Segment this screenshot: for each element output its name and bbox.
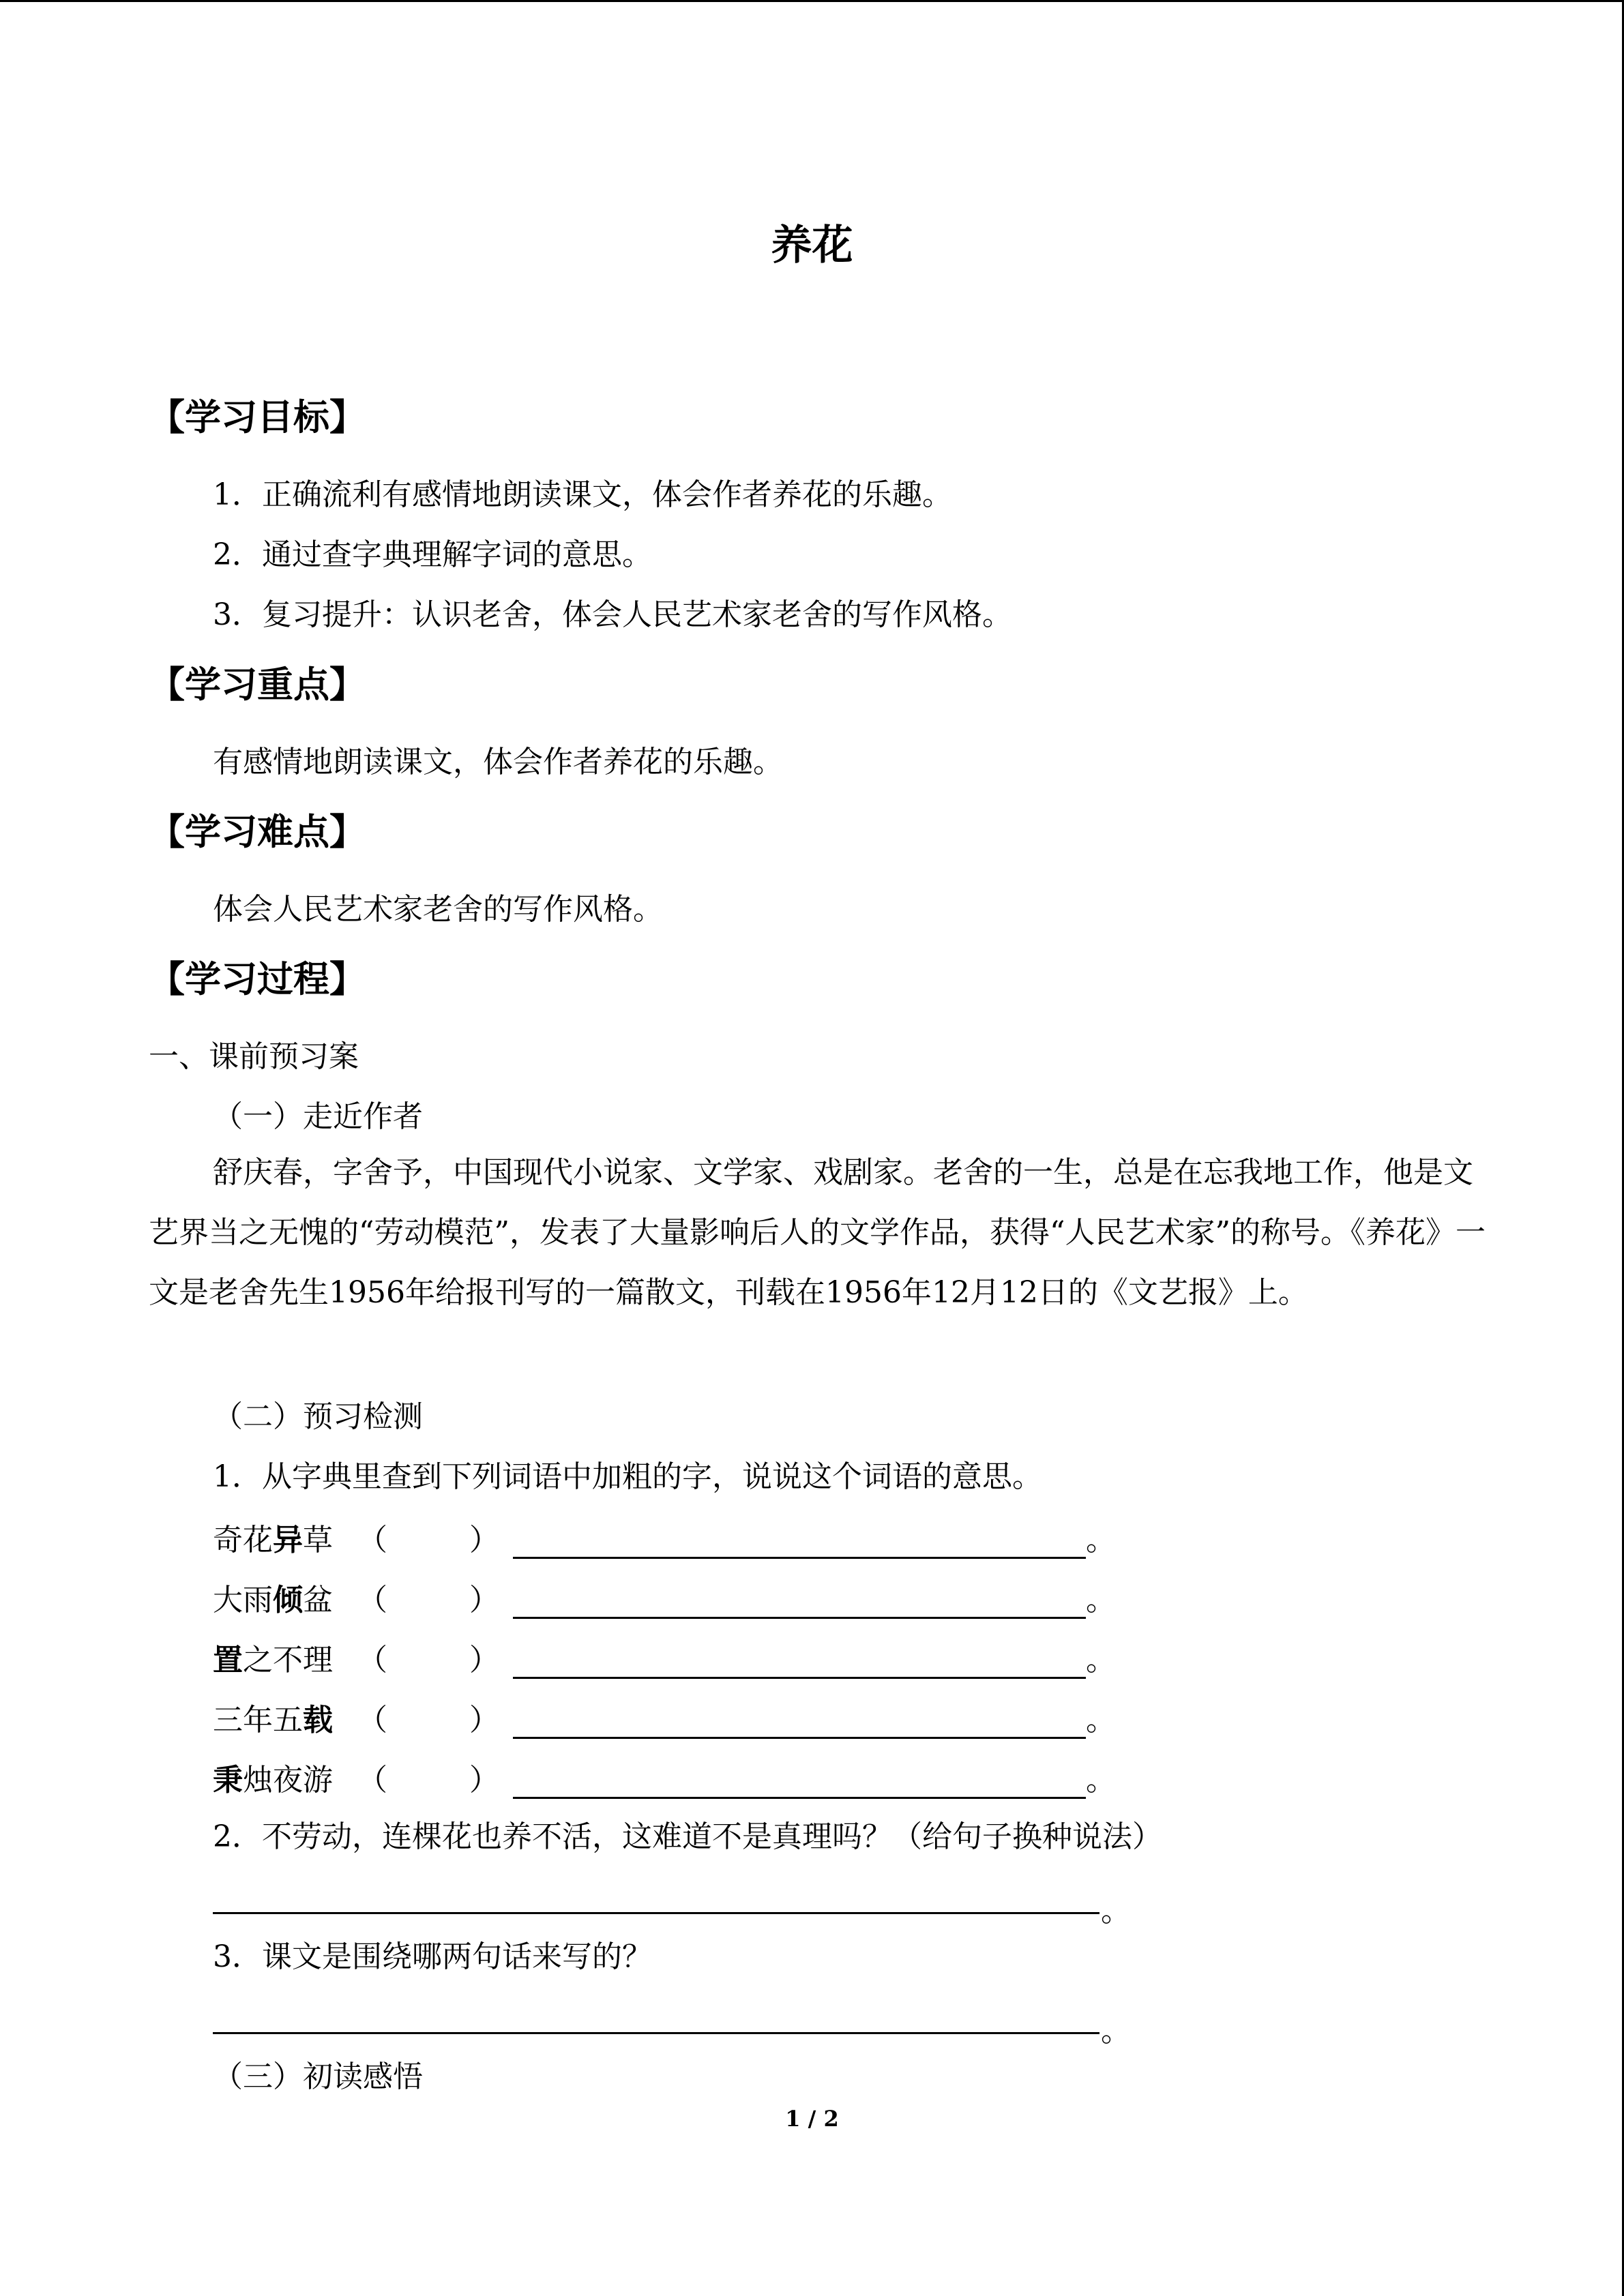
question-3: 3．课文是围绕哪两句话来写的？ [213, 1939, 652, 1974]
paren-close: ） [469, 1523, 499, 1557]
word-1: 奇花异草 [213, 1523, 333, 1557]
difficulties-text: 体会人民艺术家老舍的写作风格。 [213, 892, 663, 927]
word-row-4: 三年五载 （ ） 。 [213, 1695, 1116, 1739]
sub2-title: （二）预习检测 [213, 1399, 423, 1434]
answer-line-q2[interactable] [213, 1909, 1099, 1914]
heading-process: 【学习过程】 [149, 959, 366, 1000]
question-1: 1．从字典里查到下列词语中加粗的字，说说这个词语的意思。 [213, 1459, 1042, 1494]
page-number: 1 / 2 [785, 2106, 839, 2132]
heading-objectives: 【学习目标】 [149, 397, 366, 438]
document-title: 养花 [771, 222, 853, 269]
paren-open: （ [357, 1643, 387, 1678]
answer-blank-4[interactable] [513, 1707, 1086, 1739]
question-2: 2．不劳动，连棵花也养不活，这难道不是真理吗？（给句子换种说法） [213, 1819, 1162, 1854]
word-row-1: 奇花异草 （ ） 。 [213, 1515, 1116, 1559]
period-q2: 。 [1101, 1894, 1131, 1928]
part1-title: 一、课前预习案 [149, 1039, 359, 1074]
paren-close: ） [469, 1583, 499, 1617]
objective-item-1: 1．正确流利有感情地朗读课文，体会作者养花的乐趣。 [213, 477, 952, 512]
word-row-3: 置之不理 （ ） 。 [213, 1635, 1116, 1679]
word-3: 置之不理 [213, 1643, 333, 1678]
sub3-title: （三）初读感悟 [213, 2059, 423, 2094]
paren-open: （ [357, 1583, 387, 1617]
paren-close: ） [469, 1643, 499, 1678]
word-row-2: 大雨倾盆 （ ） 。 [213, 1575, 1116, 1619]
answer-blank-1[interactable] [513, 1527, 1086, 1559]
answer-line-q3[interactable] [213, 2029, 1099, 2034]
paren-open: （ [357, 1523, 387, 1557]
answer-blank-5[interactable] [513, 1767, 1086, 1799]
heading-difficulties: 【学习难点】 [149, 811, 366, 853]
word-2: 大雨倾盆 [213, 1583, 333, 1617]
period-q3: 。 [1101, 2014, 1131, 2048]
objective-item-3: 3．复习提升：认识老舍，体会人民艺术家老舍的写作风格。 [213, 597, 1012, 632]
key-points-text: 有感情地朗读课文，体会作者养花的乐趣。 [213, 745, 783, 779]
author-paragraph-text: 舒庆春，字舍予，中国现代小说家、文学家、戏剧家。老舍的一生，总是在忘我地工作，他是文艺界当之无愧的“劳动模范”，发表了大量影响后人的文学作品，获得“人民艺术家”的称号。《养花》一文是老舍先生1956年给报刊写的一篇散文，刊载在1956年12月12日的《文艺报》上。 [149, 1155, 1486, 1310]
answer-blank-2[interactable] [513, 1587, 1086, 1619]
objective-item-2: 2．通过查字典理解字词的意思。 [213, 537, 652, 572]
paren-close: ） [469, 1703, 499, 1738]
paren-open: （ [357, 1763, 387, 1798]
sub1-title: （一）走近作者 [213, 1099, 423, 1134]
word-4: 三年五载 [213, 1703, 333, 1738]
author-paragraph [149, 1143, 1486, 1323]
paren-close: ） [469, 1763, 499, 1798]
word-row-5: 秉烛夜游 （ ） 。 [213, 1755, 1116, 1799]
answer-blank-3[interactable] [513, 1647, 1086, 1679]
word-5: 秉烛夜游 [213, 1763, 333, 1798]
paren-open: （ [357, 1703, 387, 1738]
heading-key-points: 【学习重点】 [149, 664, 366, 706]
